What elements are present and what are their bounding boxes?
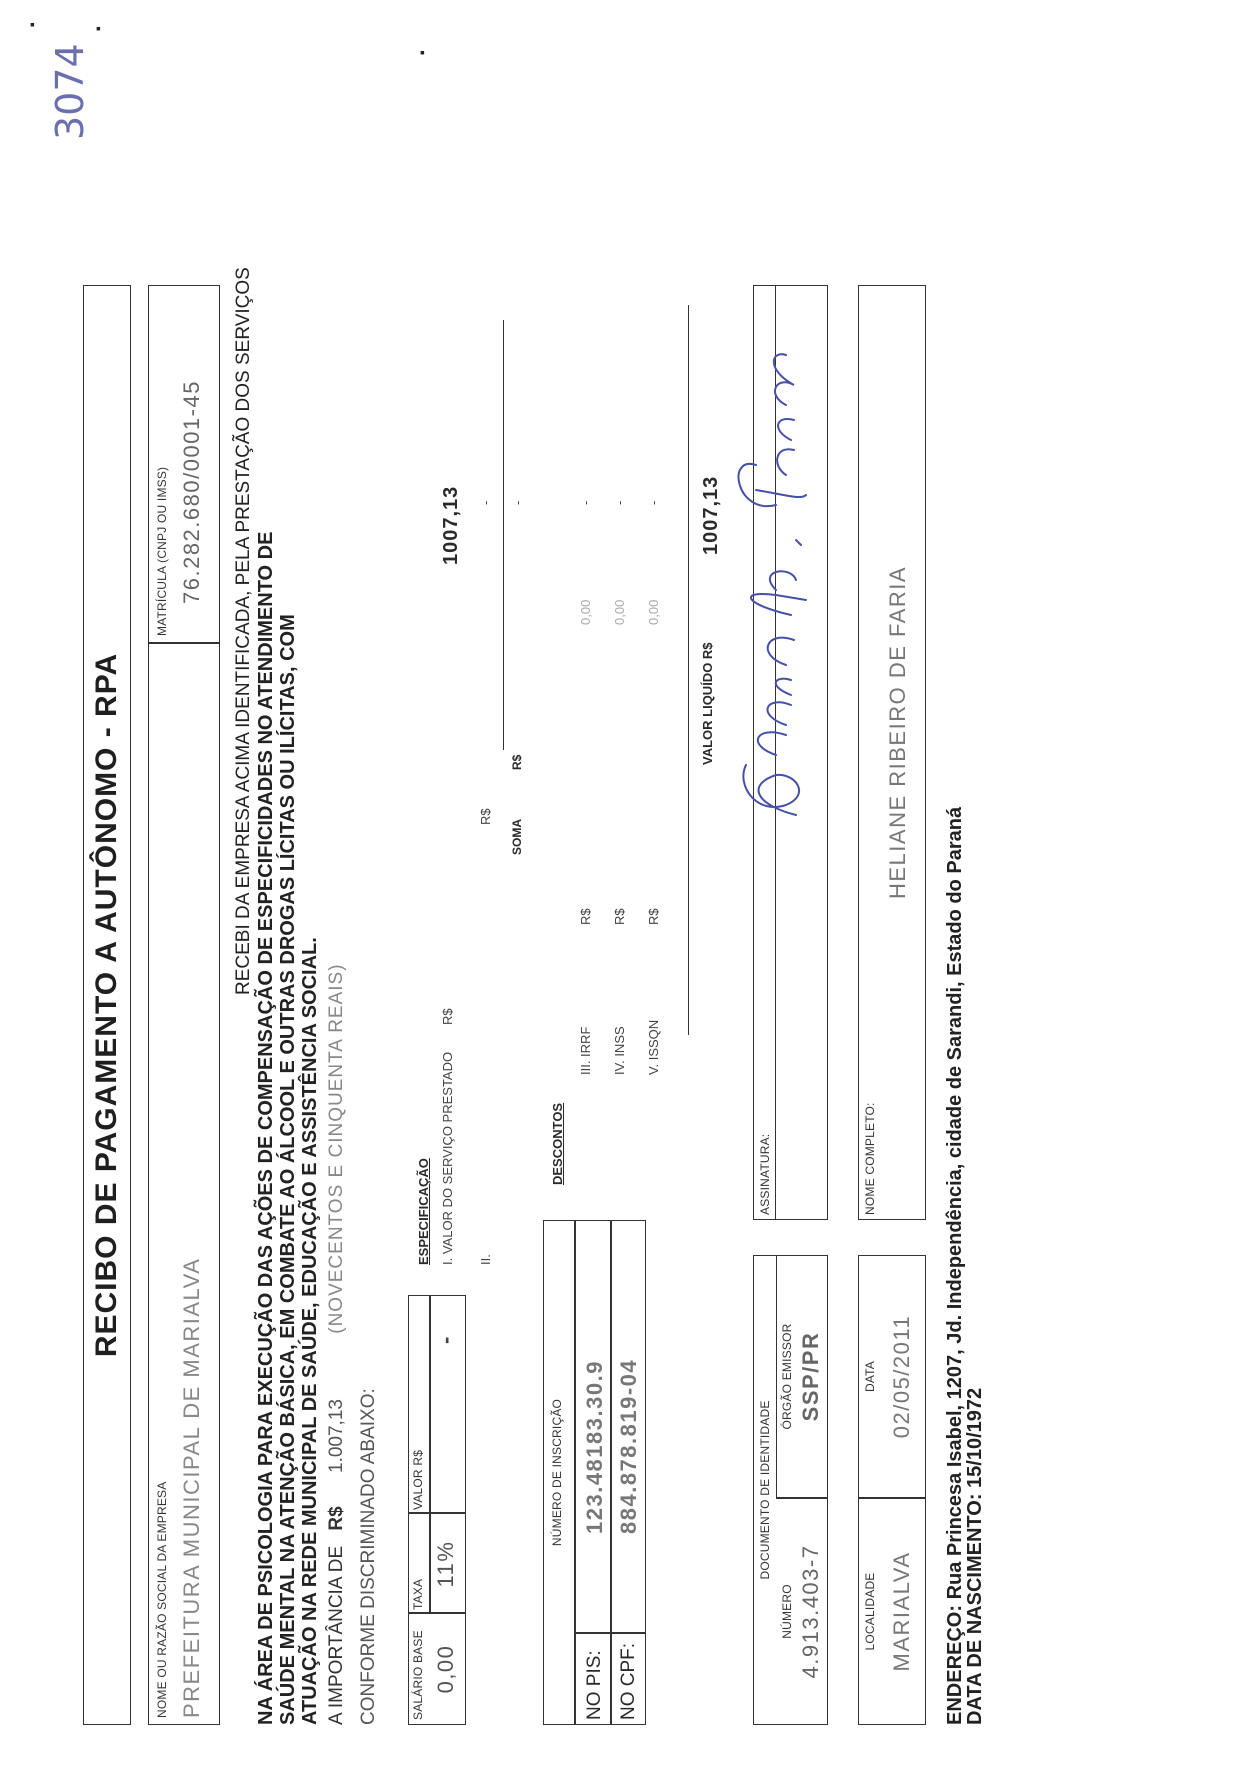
nome-completo-box [858, 285, 926, 1220]
especificacao-label: ESPECIFICAÇÃO [416, 1158, 431, 1265]
nome-completo-value: HELIANE RIBEIRO DE FARIA [885, 565, 910, 899]
valor-value: - [433, 1335, 458, 1344]
declaration-line1: RECEBI DA EMPRESA ACIMA IDENTIFICADA, PELA PRESTAÇÃO DOS SERVIÇOS [233, 267, 254, 995]
desconto-total: - [612, 500, 627, 505]
soma-label: SOMA [510, 819, 524, 855]
company-name-label: NOME OU RAZÃO SOCIAL DA EMPRESA [155, 1481, 169, 1718]
desconto-rs: R$ [646, 908, 661, 925]
taxa-label: TAXA [411, 1578, 425, 1610]
liquido-label: VALOR LIQUÍDO R$ [700, 642, 715, 765]
desconto-label: III. IRRF [578, 1026, 593, 1075]
receipt-document [78, 155, 1148, 1725]
page-number: 3074 [48, 43, 92, 140]
conforme-text: CONFORME DISCRIMINADO ABAIXO: [358, 1388, 379, 1725]
signature-image [716, 325, 826, 845]
desconto-total: - [646, 500, 661, 505]
declaration-line2: NA ÁREA DE PSICOLOGIA PARA EXECUÇÃO DAS AÇÕES DE COMPENSAÇÃO DE ESPECIFICIDADES NO ATENDIMENTO DE [255, 531, 277, 1725]
matricula-label: MATRÍCULA (CNPJ OU IMSS) [155, 466, 169, 636]
descontos-label: DESCONTOS [550, 1102, 565, 1185]
scan-speck: ▪ [420, 44, 425, 60]
desconto-valor: 0,00 [578, 599, 593, 625]
declaration-line4: ATUAÇÃO NA REDE MUNICIPAL DE SAÚDE, EDUCAÇÃO E ASSISTÊNCIA SOCIAL. [299, 937, 321, 1725]
declaration-line3: SAÚDE MENTAL NA ATENÇÃO BÁSICA, EM COMBATE AO ÁLCOOL E OUTRAS DROGAS LÍCITAS OU ILÍCITAS, COM [277, 614, 299, 1725]
especificacao-item1: I. VALOR DO SERVIÇO PRESTADO [440, 1051, 455, 1265]
title-box [83, 285, 131, 1725]
especificacao-item1-valor: 1007,13 [440, 485, 462, 565]
importancia-label: A IMPORTÂNCIA DE [326, 1545, 347, 1725]
matricula-value: 76.282.680/0001-45 [179, 380, 204, 604]
scan-speck: ▪ [30, 16, 35, 32]
nome-completo-label: NOME COMPLETO: [863, 1102, 877, 1215]
identidade-numero: 4.913.403-7 [798, 1544, 823, 1679]
identidade-numero-label: NÚMERO [780, 1584, 794, 1639]
liquido-value: 1007,13 [700, 475, 722, 555]
inscricao-label: NÚMERO DE INSCRIÇÃO [550, 1398, 564, 1547]
especificacao-item1-rs: R$ [440, 1008, 455, 1025]
company-box [148, 285, 220, 1725]
nascimento-text: DATA DE NASCIMENTO: 15/10/1972 [964, 1387, 986, 1725]
desconto-label: V. ISSQN [646, 1019, 661, 1075]
pis-value: 123.48183.30.9 [582, 1360, 607, 1534]
inscricao-table [543, 1220, 646, 1725]
cpf-label: NO CPF: [618, 1642, 639, 1720]
desconto-valor: 0,00 [646, 599, 661, 625]
salario-base-label: SALÁRIO BASE [411, 1630, 425, 1720]
data-label: DATA [863, 1360, 877, 1393]
orgao-label: ÓRGÃO EMISSOR [780, 1323, 794, 1430]
soma-dash: - [510, 500, 525, 505]
importancia-extenso: (NOVECENTOS E CINQUENTA REAIS) [326, 963, 347, 1334]
valor-label: VALOR R$ [411, 1449, 425, 1510]
orgao-value: SSP/PR [798, 1331, 823, 1422]
page-title: RECIBO DE PAGAMENTO A AUTÔNOMO - RPA [90, 652, 123, 1358]
especificacao-item2-rs: R$ [478, 808, 493, 825]
assinatura-label: ASSINATURA: [758, 1133, 772, 1215]
localidade-value: MARIALVA [889, 1551, 914, 1672]
data-value: 02/05/2011 [889, 1314, 914, 1439]
scan-speck: ▪ [96, 20, 101, 36]
cpf-value: 884.878.819-04 [616, 1358, 641, 1534]
desconto-label: IV. INSS [612, 1026, 627, 1075]
localidade-label: LOCALIDADE [863, 1572, 877, 1651]
taxa-value: 11% [433, 1540, 458, 1588]
local-table [858, 1255, 926, 1725]
importancia-valor: 1.007,13 [326, 1399, 347, 1473]
soma-rs: R$ [510, 754, 524, 770]
desconto-rs: R$ [578, 908, 593, 925]
importancia-rs: R$ [326, 1506, 347, 1531]
especificacao-item2: II. [478, 1254, 493, 1265]
company-name: PREFEITURA MUNICIPAL DE MARIALVA [179, 1257, 204, 1718]
salary-table [408, 1295, 466, 1725]
endereco-text: ENDEREÇO: Rua Princesa Isabel, 1207, Jd. Independência, cidade de Sarandi, Estado do Paraná [944, 806, 966, 1725]
importancia-row [326, 963, 348, 1725]
salario-base-value: 0,00 [433, 1644, 458, 1694]
desconto-valor: 0,00 [612, 599, 627, 625]
identidade-table [753, 1255, 828, 1725]
identidade-label: DOCUMENTO DE IDENTIDADE [758, 1400, 772, 1580]
desconto-total: - [578, 500, 593, 505]
desconto-rs: R$ [612, 908, 627, 925]
pis-label: NO PIS: [584, 1650, 605, 1720]
especificacao-item2-valor: - [478, 500, 493, 505]
